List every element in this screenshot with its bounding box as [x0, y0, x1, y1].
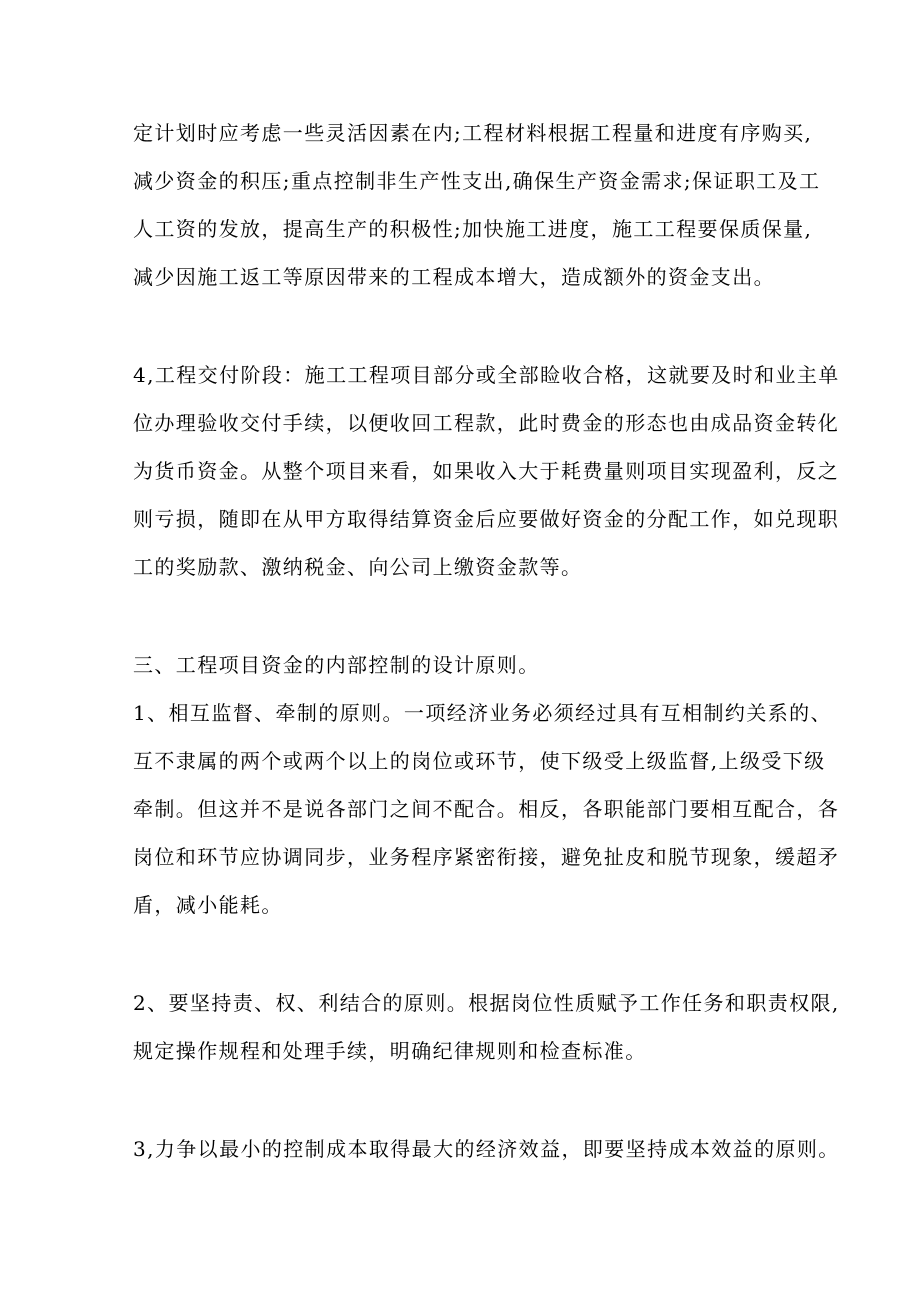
text-line: 为货币资金。从整个项目来看，如果收入大于耗费量则项目实现盈利，反之: [133, 459, 840, 483]
text-line: 人工资的发放，提高生产的积极性;加快施工进度，施工工程要保质保量,: [133, 217, 813, 241]
text-line: 互不隶属的两个或两个以上的岗位或环节，使下级受上级监督,上级受下级: [133, 749, 826, 773]
text-line: 减少资金的积压;重点控制非生产性支出,确保生产资金需求;保证职工及工: [133, 169, 821, 193]
text-line: 4,工程交付阶段：施工工程项目部分或全部睑收合格，这就要及时和业主单: [133, 363, 840, 387]
text-line: 1、相互监督、牵制的原则。一项经济业务必须经过具有互相制约关系的、: [133, 701, 832, 725]
text-line: 定计划时应考虑一些灵活因素在内;工程材料根据工程量和进度有序购买,: [133, 121, 813, 145]
text-line: 减少因施工返工等原因带来的工程成本增大，造成额外的资金支出。: [133, 265, 775, 289]
text-line: 规定操作规程和处理手续，明确纪律规则和检查标准。: [133, 1039, 647, 1063]
text-line: 位办理验收交付手续，以便收回工程款，此时费金的形态也由成品资金转化: [133, 411, 840, 435]
text-line: 工的奖励款、激纳税金、向公司上缴资金款等。: [133, 555, 583, 579]
text-line: 盾，减小能耗。: [133, 893, 283, 917]
text-line: 则亏损，随即在从甲方取得结算资金后应要做好资金的分配工作，如兑现职: [133, 507, 840, 531]
text-line: 牵制。但这并不是说各部门之间不配合。相反，各职能部门要相互配合，各: [133, 797, 840, 821]
text-line: 3,力争以最小的控制成本取得最大的经济效益，即要坚持成本效益的原则。: [133, 1137, 840, 1161]
text-line: 2、要坚持责、权、利结合的原则。根据岗位性质赋予工作任务和职责权限,: [133, 991, 840, 1015]
section-heading: 三、工程项目资金的内部控制的设计原则。: [133, 653, 540, 677]
text-line: 岗位和环节应协调同步，业务程序紧密衔接，避免扯皮和脱节现象，缓超矛: [133, 845, 840, 869]
